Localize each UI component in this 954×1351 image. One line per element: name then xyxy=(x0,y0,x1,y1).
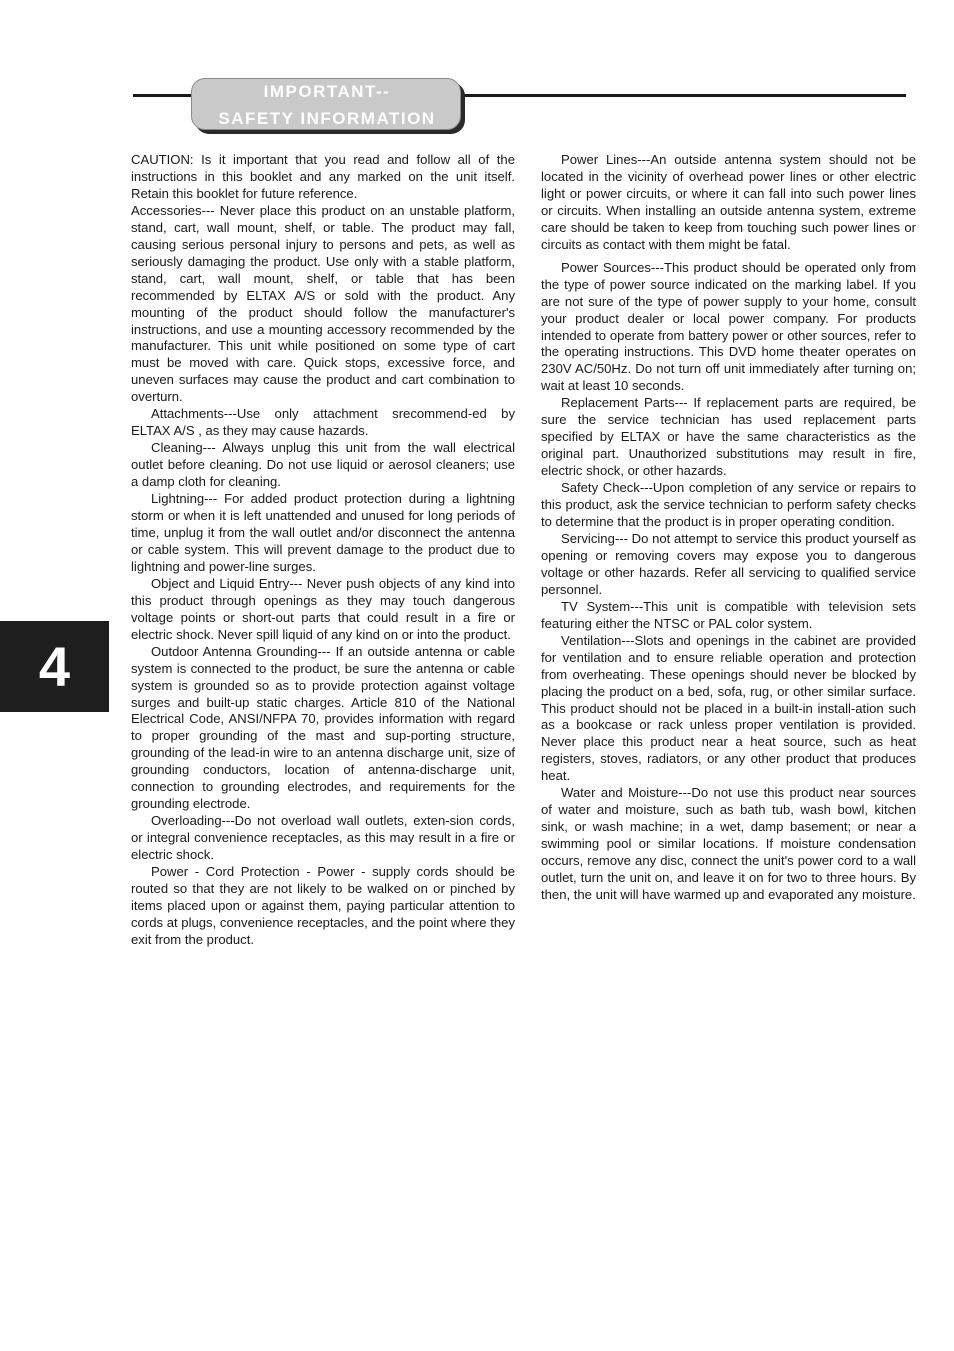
paragraph-tv-system: TV System---This unit is compatible with television sets featuring either the NTSC or PAL color system. xyxy=(541,598,916,631)
paragraph-caution: CAUTION: Is it important that you read and follow all of the instructions in this booklet and any marked on the unit itself. Retain this booklet for future reference. xyxy=(131,152,515,201)
paragraph-water-moisture: Water and Moisture---Do not use this product near sources of water and moisture, such as bath tub, wash bowl, kitchen sink, or wash machine; in a wet, damp basement; or near a swimming pool or similar locations. If moisture condensation occurs, remove any disc, connect the unit's power cord to a wall outlet, turn the unit on, and leave it on for two to three hours. By then, the unit will have warmed up and evaporated any moisture. xyxy=(541,785,916,902)
paragraph-power-lines: Power Lines---An outside antenna system should not be located in the vicinity of overhead power lines or other electric light or power circuits, or where it can fall into such power lines or circuits. When installing an outside antenna system, extreme care should be taken to keep from touching such power lines or circuits as contact with them might be fatal. xyxy=(541,152,916,252)
header-rule-left xyxy=(133,94,195,97)
header-rule-right xyxy=(460,94,906,97)
right-column xyxy=(541,152,916,904)
paragraph-accessories: Accessories--- Never place this product on an unstable platform, stand, cart, wall mount, shelf, or table. The product may fall, causing serious personal injury to persons and pets, as well as seriously damaging the product. Use only with a stable platform, stand, cart, wall mount, shelf, or table that has been recommended by ELTAX A/S or sold with the product. Any mounting of the product should follow the manufacturer's instructions, and use a mounting accessory recommended by the manufacturer. This unit while positioned on some type of cart must be moved with care. Quick stops, excessive force, and uneven surfaces may cause the product and cart combination to overturn. xyxy=(131,202,515,405)
paragraph-ventilation: Ventilation---Slots and openings in the cabinet are provided for ventilation and to ensure reliable operation and protection from overheating. These openings should never be blocked by placing the product on a bed, sofa, rug, or other similar surface. This product should not be placed in a built-in install-ation such as a bookcase or rack unless proper ventilation is provided. Never place this product near a heat source, such as heat registers, stoves, radiators, or any other product that produces heat. xyxy=(541,632,916,784)
section-title-line-2: SAFETY INFORMATION xyxy=(218,109,436,128)
paragraph-attachments: Attachments---Use only attachment srecommend-ed by ELTAX A/S , as they may cause hazards. xyxy=(131,406,515,439)
paragraph-object-liquid-entry: Object and Liquid Entry--- Never push objects of any kind into this product through openings as they may touch dangerous voltage points or short-out parts that could result in a fire or electric shock. Never spill liquid of any kind on or into the product. xyxy=(131,575,515,642)
paragraph-cleaning: Cleaning--- Always unplug this unit from the wall electrical outlet before cleaning. Do not use liquid or aerosol cleaners; use a damp cloth for cleaning. xyxy=(131,440,515,490)
paragraph-power-cord-protection: Power - Cord Protection - Power - supply cords should be routed so that they are not likely to be walked on or pinched by items placed upon or against them, paying particular attention to cords at plugs, convenience receptacles, and the point where they exit from the product. xyxy=(131,864,515,947)
paragraph-outdoor-antenna-grounding: Outdoor Antenna Grounding--- If an outside antenna or cable system is connected to the product, be sure the antenna or cable system is grounded so as to provide protection against voltage surges and built-up static charges. Article 810 of the National Electrical Code, ANSI/NFPA 70, provides information with regard to proper grounding of the mast and sup-porting structure, grounding of the lead-in wire to an antenna discharge unit, size of grounding conductors, location of antenna-discharge unit, connection to grounding electrodes, and requirements for the grounding electrode. xyxy=(131,643,515,812)
page-number-badge: 4 xyxy=(0,621,109,712)
paragraph-overloading: Overloading---Do not overload wall outlets, exten-sion cords, or integral convenience receptacles, as this may result in a fire or electric shock. xyxy=(131,813,515,863)
paragraph-lightning: Lightning--- For added product protection during a lightning storm or when it is left unattended and unused for long periods of time, unplug it from the wall outlet and/or disconnect the antenna or cable system. This will prevent damage to the product due to lightning and power-line surges. xyxy=(131,491,515,574)
section-tab xyxy=(191,78,461,130)
left-column xyxy=(131,152,515,949)
paragraph-safety-check: Safety Check---Upon completion of any service or repairs to this product, ask the service technician to perform safety checks to determine that the product is in proper operating condition. xyxy=(541,480,916,530)
paragraph-replacement-parts: Replacement Parts--- If replacement parts are required, be sure the service technician has used replacement parts specified by ELTAX or have the same characteristics as the original part. Unauthorized substitutions may result in fire, electric shock, or other hazards. xyxy=(541,395,916,479)
section-title-line-1: IMPORTANT-- xyxy=(263,82,391,101)
paragraph-servicing: Servicing--- Do not attempt to service this product yourself as opening or removing covers may expose you to dangerous voltage or other hazards. Refer all servicing to qualified service personnel. xyxy=(541,530,916,597)
paragraph-power-sources: Power Sources---This product should be operated only from the type of power source indicated on the marking label. If you are not sure of the type of power supply to your home, consult your product dealer or local power company. For products intended to operate from battery power or other sources, refer to the operating instructions. This DVD home theater operates on 230V AC/50Hz. Do not turn off unit immediately after turning on; wait at least 10 seconds. xyxy=(541,259,916,394)
